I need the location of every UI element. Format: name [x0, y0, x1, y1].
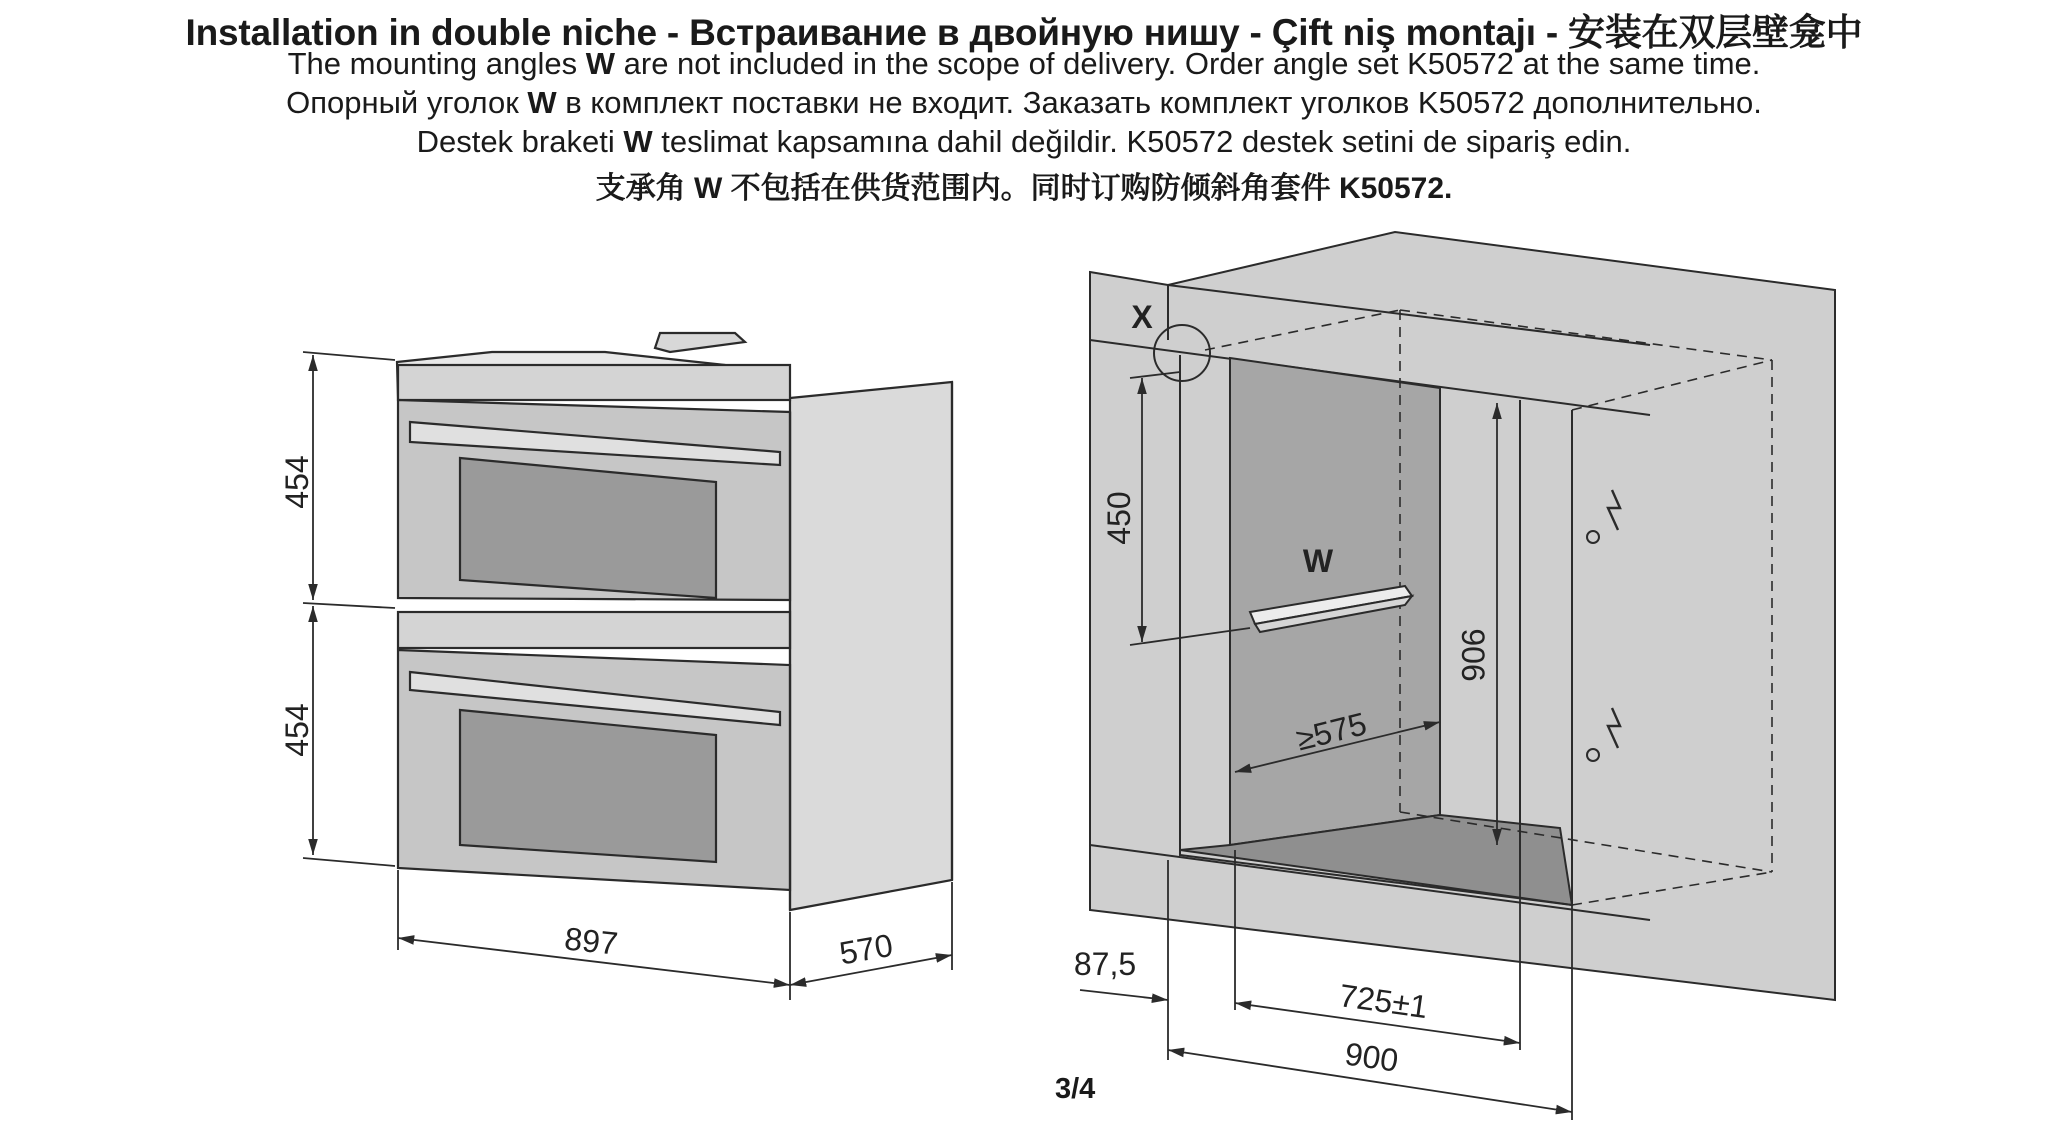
lower-oven-window: [460, 710, 716, 862]
page-title: Installation in double niche - Встраивание в двойную нишу - Çift niş montajı - 安装在双层壁龛中: [185, 12, 1863, 53]
note-chinese: 支承角 W 不包括在供货范围内。同时订购防倾斜角套件 K50572.: [595, 172, 1453, 205]
opening-height-label: 906: [1455, 628, 1491, 682]
height-top-label: 454: [279, 455, 315, 509]
side-offset-label: 87,5: [1073, 946, 1137, 982]
note-en-b: are not included in the scope of delivery. Order angle set K50572 at the same time.: [615, 46, 1761, 81]
detail-x-label: X: [1131, 299, 1153, 335]
angle-height-label: 450: [1101, 491, 1137, 545]
width-label: 897: [562, 920, 620, 962]
note-en-a: The mounting angles: [287, 46, 586, 81]
oven-side-panel: [790, 382, 952, 910]
height-bottom-label: 454: [279, 703, 315, 757]
outer-width-label: 900: [1342, 1035, 1401, 1079]
upper-control-strip: [398, 365, 790, 400]
page-number: 3/4: [1055, 1073, 1096, 1105]
top-vent-block: [655, 333, 745, 352]
niche-illustration: [1090, 232, 1835, 1000]
note-ru-a: Опорный уголок: [286, 85, 528, 120]
upper-oven-window: [460, 458, 716, 598]
double-oven-illustration: [397, 333, 952, 910]
depth-label: 570: [836, 926, 896, 972]
note-tr-b: teslimat kapsamına dahil değildir. K50572 destek setini de sipariş edin.: [652, 124, 1632, 159]
dim-line-side-offset: [1080, 990, 1168, 1000]
ext-line: [303, 352, 395, 360]
ext-line: [303, 858, 395, 866]
note-ru-b: в комплект поставки не входит. Заказать комплект уголков K50572 дополнительно.: [556, 85, 1762, 120]
min-depth-label: ≥575: [1292, 705, 1371, 758]
note-tr-w: W: [623, 124, 653, 159]
note-tr-a: Destek braketi: [416, 124, 624, 159]
lower-control-strip: [398, 612, 790, 648]
note-ru-w: W: [527, 85, 557, 120]
angle-w-label: W: [1302, 543, 1334, 579]
note-en-w: W: [585, 46, 616, 81]
ext-line: [303, 603, 395, 608]
inner-width-label: 725±1: [1337, 977, 1430, 1026]
